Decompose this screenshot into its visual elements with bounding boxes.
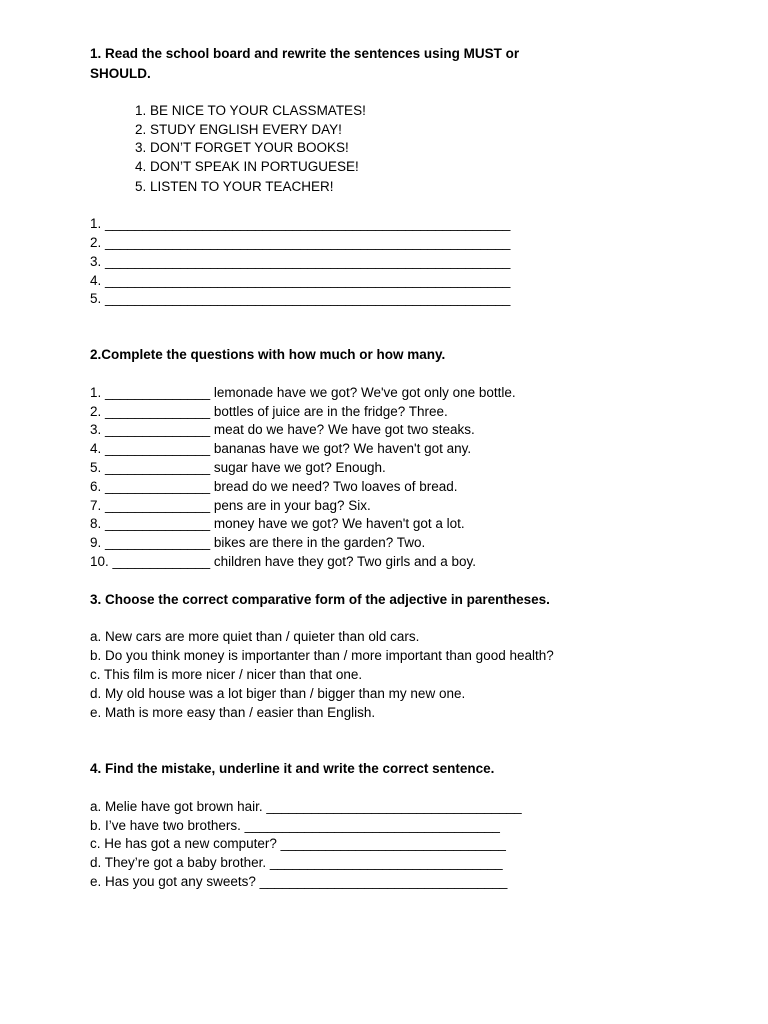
board-item: 1. BE NICE TO YOUR CLASSMATES! bbox=[135, 103, 366, 118]
exercise-item: 7. ______________ pens are in your bag? Six. bbox=[90, 498, 371, 513]
exercise-item: 4. ______________ bananas have we got? We haven't got any. bbox=[90, 441, 472, 456]
exercise-item: c. He has got a new computer? ______________________________ bbox=[90, 836, 506, 851]
exercise-item: 8. ______________ money have we got? We haven't got a lot. bbox=[90, 516, 465, 531]
exercise-item: d. My old house was a lot biger than / bigger than my new one. bbox=[90, 686, 466, 701]
answer-line: 2. ______________________________________________________ bbox=[90, 235, 511, 250]
board-item: 5. LISTEN TO YOUR TEACHER! bbox=[135, 179, 334, 194]
exercise-item: d. They’re got a baby brother. _______________________________ bbox=[90, 855, 503, 870]
answer-line: 1. ______________________________________________________ bbox=[90, 216, 511, 231]
exercise-item: 1. ______________ lemonade have we got? We've got only one bottle. bbox=[90, 385, 516, 400]
exercise-item: 5. ______________ sugar have we got? Enough. bbox=[90, 460, 386, 475]
board-item: 2. STUDY ENGLISH EVERY DAY! bbox=[135, 122, 342, 137]
exercise-item: e. Has you got any sweets? _________________________________ bbox=[90, 874, 508, 889]
answer-line: 3. ______________________________________________________ bbox=[90, 254, 511, 269]
exercise-item: 2. ______________ bottles of juice are in the fridge? Three. bbox=[90, 404, 448, 419]
exercise-item: b. Do you think money is importanter than / more important than good health? bbox=[90, 648, 554, 663]
exercise-item: 3. ______________ meat do we have? We have got two steaks. bbox=[90, 422, 475, 437]
exercise-item: 6. ______________ bread do we need? Two loaves of bread. bbox=[90, 479, 458, 494]
board-item: 4. DON’T SPEAK IN PORTUGUESE! bbox=[135, 159, 359, 174]
section2-title: 2.Complete the questions with how much or how many. bbox=[90, 347, 446, 362]
exercise-item: a. Melie have got brown hair. __________________________________ bbox=[90, 799, 522, 814]
answer-line: 4. ______________________________________________________ bbox=[90, 273, 511, 288]
exercise-item: a. New cars are more quiet than / quieter than old cars. bbox=[90, 629, 420, 644]
section1-title-line2: SHOULD. bbox=[90, 66, 151, 81]
exercise-item: e. Math is more easy than / easier than English. bbox=[90, 705, 376, 720]
board-item: 3. DON’T FORGET YOUR BOOKS! bbox=[135, 140, 349, 155]
exercise-item: 9. ______________ bikes are there in the garden? Two. bbox=[90, 535, 426, 550]
section3-title: 3. Choose the correct comparative form of the adjective in parentheses. bbox=[90, 592, 550, 607]
section4-title: 4. Find the mistake, underline it and write the correct sentence. bbox=[90, 761, 495, 776]
exercise-item: 10. _____________ children have they got? Two girls and a boy. bbox=[90, 554, 477, 569]
section1-title-line1: 1. Read the school board and rewrite the sentences using MUST or bbox=[90, 46, 520, 61]
exercise-item: b. I’ve have two brothers. __________________________________ bbox=[90, 818, 500, 833]
exercise-item: c. This film is more nicer / nicer than that one. bbox=[90, 667, 363, 682]
answer-line: 5. ______________________________________________________ bbox=[90, 291, 511, 306]
